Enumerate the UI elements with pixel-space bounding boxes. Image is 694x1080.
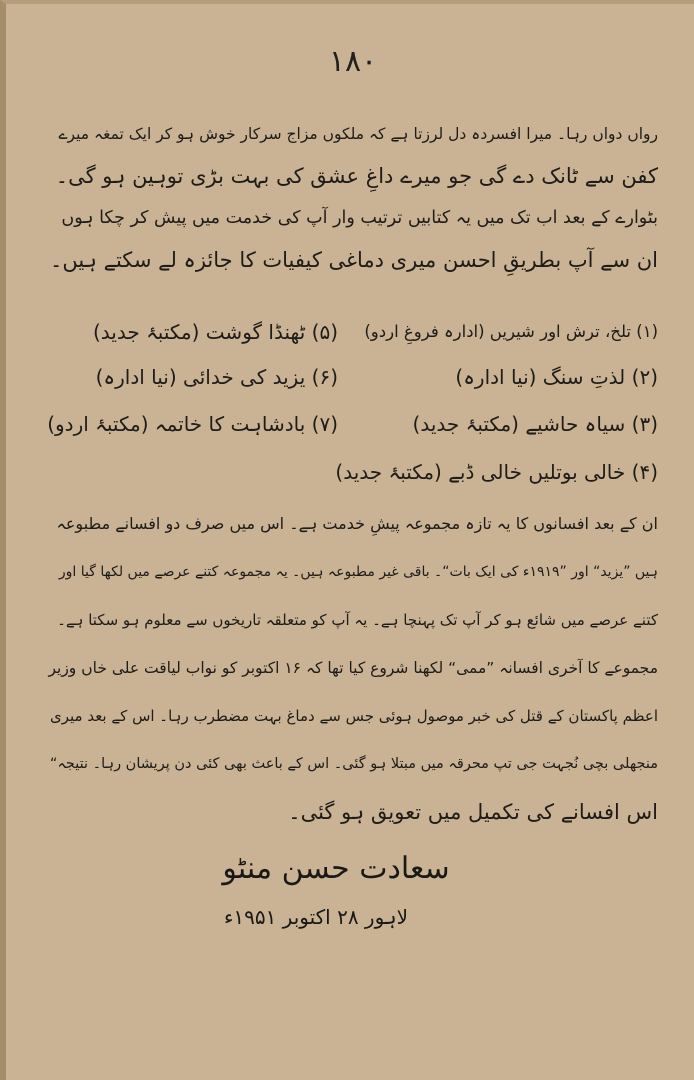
book-item: (۱) تلخ، ترش اور شیریں (ادارہ فروغِ اردو)	[364, 322, 658, 341]
text-line: رواں دواں رہا۔ میرا افسردہ دل لرزتا ہے کہ ملکوں مزاج سرکار خوش ہو کر ایک تمغہ میرے	[58, 125, 658, 143]
page-number: ۱۸۰	[328, 44, 378, 79]
text-line: ان سے آپ بطریقِ احسن میری دماغی کیفیات کا جائزہ لے سکتے ہیں۔	[50, 248, 658, 272]
book-item: (۲) لذتِ سنگ (نیا ادارہ)	[455, 365, 658, 389]
book-list-row	[46, 359, 658, 395]
book-item: (۵) ٹھنڈا گوشت (مکتبۂ جدید)	[93, 320, 338, 344]
text-line: کفن سے ٹانک دے گی جو میرے داغِ عشق کی بہت بڑی توہین ہو گی۔	[55, 164, 658, 188]
text-line: ان کے بعد افسانوں کا یہ تازہ مجموعہ پیشِ خدمت ہے۔ اس میں صرف دو افسانے مطبوعہ	[56, 514, 658, 533]
book-item: (۴) خالی بوتلیں خالی ڈبے (مکتبۂ جدید)	[335, 460, 658, 484]
book-item: (۳) سیاہ حاشیے (مکتبۂ جدید)	[412, 412, 658, 436]
book-item: (۶) یزید کی خدائی (نیا ادارہ)	[95, 365, 338, 389]
book-list	[46, 314, 658, 494]
book-list-row	[46, 454, 658, 490]
text-line: بٹوارے کے بعد اب تک میں یہ کتابیں ترتیب وار آپ کی خدمت میں پیش کر چکا ہوں	[61, 208, 658, 228]
author-signature: سعادت حسن منٹو	[222, 851, 450, 886]
intro-paragraph	[46, 114, 658, 284]
body-paragraph	[46, 504, 658, 834]
text-line: ہیں ”یزید“ اور ”۱۹۱۹ء کی ایک بات“۔ باقی غیر مطبوعہ ہیں۔ یہ مجموعہ کتنے عرصے میں لکھا گیا اور	[58, 564, 658, 580]
place-date: لاہور ۲۸ اکتوبر ۱۹۵۱ء	[223, 905, 409, 929]
text-line: اس افسانے کی تکمیل میں تعویق ہو گئی۔	[288, 800, 658, 824]
text-line: اعظم پاکستان کے قتل کی خبر موصول ہوئی جس سے دماغ بہت مضطرب رہا۔ اس کے بعد میری	[49, 707, 658, 725]
book-item: (۷) بادشاہت کا خاتمہ (مکتبۂ اردو)	[47, 412, 338, 436]
text-line: مجموعے کا آخری افسانہ ”ممی“ لکھنا شروع کیا تھا کہ ۱۶ اکتوبر کو نواب لیاقت علی خاں وزیر	[48, 659, 658, 677]
book-list-row	[46, 314, 658, 350]
book-list-row	[46, 406, 658, 442]
text-line: منجھلی بچی نُجہت جی تپ محرقہ میں مبتلا ہو گئی۔ اس کے باعث بھی کئی دن پریشان رہا۔ نتیجہ“	[49, 756, 658, 772]
text-line: کتنے عرصے میں شائع ہو کر آپ تک پہنچا ہے۔ یہ آپ کو متعلقہ تاریخوں سے معلوم ہو سکتا ہے۔	[57, 611, 658, 629]
